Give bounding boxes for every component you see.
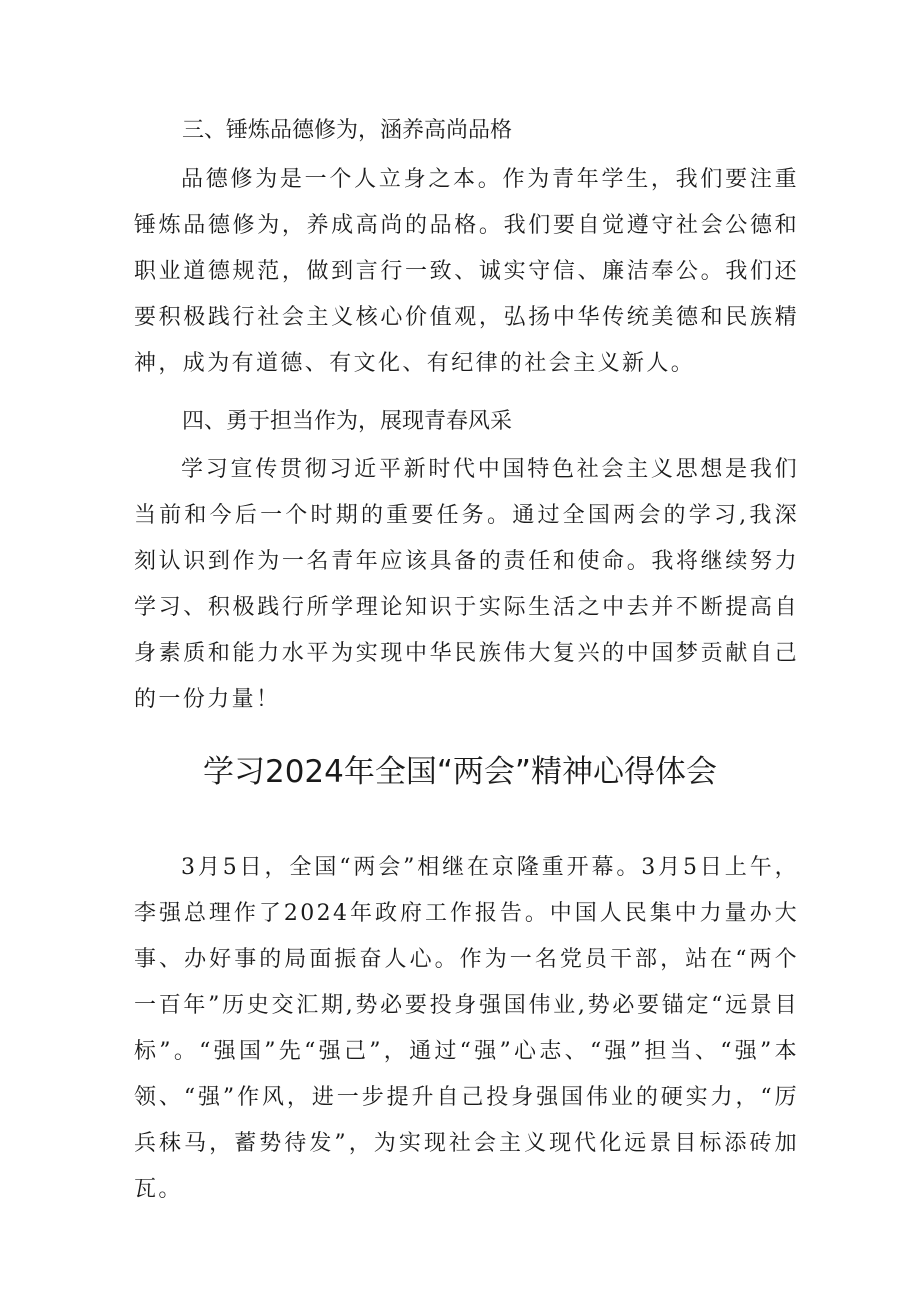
section-heading-4: 四、勇于担当作为，展现青春风采 bbox=[182, 409, 513, 434]
section-paragraph-4: 学习宣传贯彻习近平新时代中国特色社会主义思想是我们当前和今后一个时期的重要任务。通过全国两会的学习,我深刻认识到作为一名青年应该具备的责任和使命。我将继续努力学习、积极践行所学理论知识于实际生活之中去并不断提高自身素质和能力水平为实现中华民族伟大复兴的中国梦贡献自己的一份力量！ bbox=[134, 457, 799, 712]
article-title: 学习2024年全国“两会”精神心得体会 bbox=[202, 754, 717, 790]
section-paragraph-3: 品德修为是一个人立身之本。作为青年学生，我们要注重锤炼品德修为，养成高尚的品格。我们要自觉遵守社会公德和职业道德规范，做到言行一致、诚实守信、廉洁奉公。我们还要积极践行社会主义核心价值观，弘扬中华传统美德和民族精神，成为有道德、有文化、有纪律的社会主义新人。 bbox=[134, 167, 799, 376]
article-paragraph: 3月5日，全国“两会”相继在京隆重开幕。3月5日上午，李强总理作了2024年政府工作报告。中国人民集中力量办大事、办好事的局面振奋人心。作为一名党员干部，站在“两个一百年”历史交汇期,势必要投身强国伟业,势必要锚定“远景目标”。“强国”先“强己”，通过“强”心志、“强”担当、“强”本领、“强”作风，进一步提升自己投身强国伟业的硬实力，“厉兵秣马，蓄势待发”，为实现社会主义现代化远景目标添砖加瓦。 bbox=[134, 855, 799, 1202]
section-heading-3: 三、锤炼品德修为，涵养高尚品格 bbox=[182, 118, 513, 143]
